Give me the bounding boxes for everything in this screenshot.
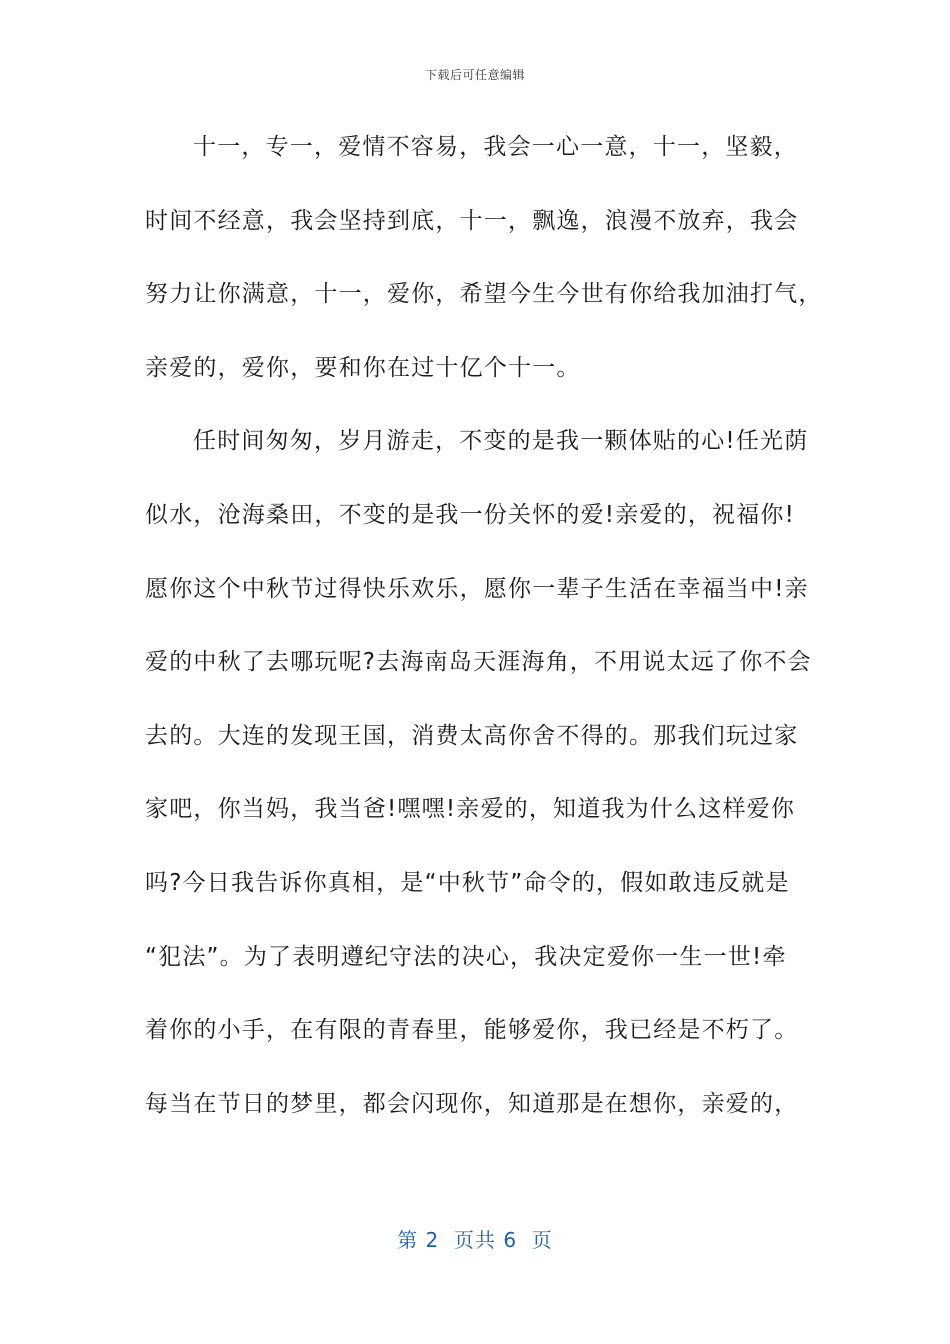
body-line: 亲爱的，爱你，要和你在过十亿个十一。	[145, 354, 581, 381]
body-line: 十一，专一，爱情不容易，我会一心一意，十一，坚毅，	[193, 134, 798, 160]
body-line: 爱的中秋了去哪玩呢?去海南岛天涯海角，不用说太远了你不会	[145, 649, 812, 676]
body-line: 着你的小手，在有限的青春里，能够爱你，我已经是不朽了。	[145, 1017, 799, 1044]
page-number-footer: 第 2 页共 6 页	[397, 1228, 553, 1252]
body-line: 家吧，你当妈，我当爸!嘿嘿!亲爱的，知道我为什么这样爱你	[145, 796, 796, 823]
body-line: 吗?今日我告诉你真相，是“中秋节”命令的，假如敢违反就是	[145, 869, 790, 896]
page-header: 下载后可任意编辑	[424, 68, 525, 82]
body-line: 任时间匆匆，岁月游走，不变的是我一颗体贴的心!任光荫	[193, 428, 809, 455]
document-body	[145, 122, 823, 1152]
body-line: 时间不经意，我会坚持到底，十一，飘逸，浪漫不放弃，我会	[145, 207, 799, 234]
body-line: 努力让你满意，十一，爱你，希望今生今世有你给我加油打气，	[145, 281, 823, 308]
body-line: 愿你这个中秋节过得快乐欢乐，愿你一辈子生活在幸福当中!亲	[145, 575, 809, 602]
body-line: 每当在节日的梦里，都会闪现你，知道那是在想你，亲爱的，	[145, 1090, 799, 1117]
body-line: 似水，沧海桑田，不变的是我一份关怀的爱!亲爱的，祝福你!	[145, 501, 796, 528]
body-line: “犯法”。为了表明遵纪守法的决心，我决定爱你一生一世!牵	[145, 943, 787, 970]
body-line: 去的。大连的发现王国，消费太高你舍不得的。那我们玩过家	[145, 722, 799, 749]
